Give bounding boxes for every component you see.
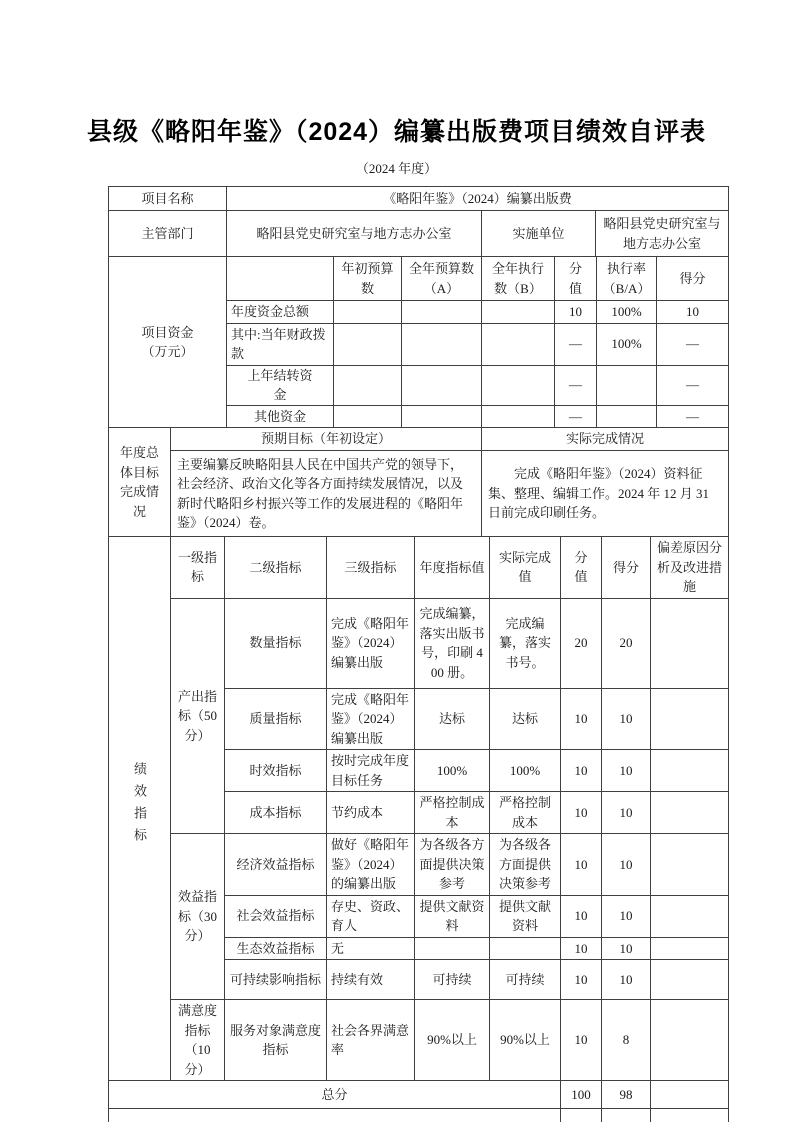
deviation-header: 偏差原因分析及改进措施 [651,537,729,599]
benefit-group-cell: 效益指标（30分） [171,834,225,1000]
funding-col-score-value [555,257,597,301]
level3-cell: 存史、资政、育人 [327,895,415,937]
score-cell: 10 [602,834,651,896]
score-value-cell: 10 [561,688,602,750]
score-cell: 8 [602,1000,651,1081]
funding-col-budget: 全年预算数（A） [402,257,482,301]
indicator-row-satisfaction [109,1000,729,1081]
score-cell: 10 [602,688,651,750]
actual-value-cell: 提供文献资料 [490,895,561,937]
funding-section-label: 项目资金（万元） [109,257,227,428]
level2-cell: 数量指标 [225,598,327,688]
page-subtitle: （2024 年度） [355,161,438,176]
score-value-header-text: 分值 [574,549,588,585]
score-cell: 10 [602,895,651,937]
total-score-row [109,1081,729,1109]
level3-cell: 完成《略阳年鉴》（2024）编纂出版 [327,688,415,750]
score-value-cell: 10 [561,1000,602,1081]
score-cell: 10 [602,960,651,1000]
execution-rate-cell [597,365,657,405]
score-cell: 20 [602,598,651,688]
level3-cell: 完成《略阳年鉴》（2024）编纂出版 [327,598,415,688]
empty-cell [109,1109,561,1122]
score-value-cell: 20 [561,598,602,688]
level3-cell: 按时完成年度目标任务 [327,750,415,792]
total-label: 总分 [109,1081,561,1109]
deviation-cell [651,1000,729,1081]
expected-goal-header: 预期目标（年初设定） [171,428,482,451]
target-value-cell: 完成编纂，落实出版书号，印刷 400 册。 [415,598,490,688]
performance-indicator-label [109,537,171,1081]
score-value-cell: 10 [561,834,602,896]
score-cell: 10 [602,792,651,834]
performance-indicator-label-text: 绩效指标 [132,761,147,850]
score-value-header [561,537,602,599]
level2-cell: 质量指标 [225,688,327,750]
level3-cell: 做好《略阳年鉴》（2024）的编纂出版 [327,834,415,896]
project-name-row [109,187,729,211]
target-value-cell [415,937,490,960]
dept-label: 主管部门 [109,211,227,257]
score-cell: 10 [602,750,651,792]
level2-cell: 经济效益指标 [225,834,327,896]
level3-cell: 无 [327,937,415,960]
score-value-cell: — [555,405,597,428]
deviation-cell [651,598,729,688]
indicators-table [108,536,729,1122]
level2-cell: 可持续影响指标 [225,960,327,1000]
executed-cell [482,405,555,428]
empty-cell [651,1109,729,1122]
executed-cell [482,301,555,324]
project-name-value: 《略阳年鉴》（2024）编纂出版费 [227,187,729,211]
execution-rate-cell: 100% [597,323,657,365]
actual-value-cell [490,937,561,960]
deviation-cell [651,792,729,834]
executed-cell [482,323,555,365]
actual-completion-header: 实际完成情况 [482,428,729,451]
annual-budget-cell [402,365,482,405]
funding-row-name: 其他资金 [227,405,334,428]
initial-budget-cell [334,323,402,365]
score-cell: 10 [657,301,729,324]
funding-table [108,256,729,428]
score-value-cell: 10 [561,960,602,1000]
score-value-cell: 10 [561,937,602,960]
target-value-header: 年度指标值 [415,537,490,599]
expected-goal-text: 主要编纂反映略阳县人民在中国共产党的领导下，社会经济、政治文化等各方面持续发展情况，以及新时代略阳乡村振兴等工作的发展进程的《略阳年鉴》（2024）卷。 [171,451,482,537]
annual-budget-cell [402,405,482,428]
score-value-header-text: 分值 [568,261,582,296]
indicators-header-row [109,537,729,599]
score-value-cell: 10 [561,792,602,834]
actual-value-cell: 严格控制成本 [490,792,561,834]
total-score-value: 100 [561,1081,602,1109]
satisfaction-group-cell: 满意度指标（10分） [171,1000,225,1081]
funding-col-executed: 全年执行数（B） [482,257,555,301]
project-info-table [108,186,729,257]
deviation-cell [651,937,729,960]
annual-budget-cell [402,301,482,324]
level3-cell: 节约成本 [327,792,415,834]
target-value-cell: 100% [415,750,490,792]
score-cell: — [657,405,729,428]
execution-rate-cell [597,405,657,428]
indicator-row-quantity [109,598,729,688]
impl-unit-label: 实施单位 [482,211,596,257]
score-cell: — [657,323,729,365]
level2-cell: 服务对象满意度指标 [225,1000,327,1081]
funding-row-name: 上年结转资金 [227,365,334,405]
actual-completion-text: 完成《略阳年鉴》（2024）资料征集、整理、编辑工作。2024 年 12 月 31 日前完成印刷任务。 [482,451,729,537]
deviation-cell [651,895,729,937]
target-value-cell: 为各级各方面提供决策参考 [415,834,490,896]
goal-header-row [109,428,729,451]
score-value-cell: 10 [561,750,602,792]
deviation-cell [651,834,729,896]
funding-row-name: 其中:当年财政拨款 [227,323,334,365]
initial-budget-cell [334,301,402,324]
goal-section-label: 年度总体目标完成情况 [109,428,171,537]
initial-budget-cell [334,365,402,405]
deviation-cell [651,688,729,750]
level1-header: 一级指标 [171,537,225,599]
executed-cell [482,365,555,405]
impl-unit-value: 略阳县党史研究室与地方志办公室 [596,211,729,257]
score-cell: — [657,365,729,405]
funding-row-name: 年度资金总额 [227,301,334,324]
actual-value-cell: 为各级各方面提供决策参考 [490,834,561,896]
level3-cell: 持续有效 [327,960,415,1000]
total-deviation-cell [651,1081,729,1109]
actual-value-cell: 100% [490,750,561,792]
score-value-cell: 10 [555,301,597,324]
actual-value-cell: 可持续 [490,960,561,1000]
output-group-cell: 产出指标（50分） [171,598,225,834]
evaluation-form [108,186,728,1122]
funding-col-initial: 年初预算数 [334,257,402,301]
level2-header: 二级指标 [225,537,327,599]
annual-budget-cell [402,323,482,365]
initial-budget-cell [334,405,402,428]
target-value-cell: 达标 [415,688,490,750]
actual-value-cell: 90%以上 [490,1000,561,1081]
project-name-label: 项目名称 [109,187,227,211]
level3-header: 三级指标 [327,537,415,599]
empty-bottom-row [109,1109,729,1122]
goal-content-row [109,451,729,537]
actual-value-cell: 完成编纂，落实书号。 [490,598,561,688]
funding-blank-header [227,257,334,301]
score-value-cell: 10 [561,895,602,937]
funding-header-row [109,257,729,301]
score-value-cell: — [555,323,597,365]
goal-table [108,427,729,537]
deviation-cell [651,750,729,792]
funding-col-score: 得分 [657,257,729,301]
empty-cell [602,1109,651,1122]
empty-cell [561,1109,602,1122]
target-value-cell: 可持续 [415,960,490,1000]
page-title: 县级《略阳年鉴》（2024）编纂出版费项目绩效自评表 [86,118,707,146]
score-header: 得分 [602,537,651,599]
level2-cell: 成本指标 [225,792,327,834]
target-value-cell: 提供文献资料 [415,895,490,937]
target-value-cell: 90%以上 [415,1000,490,1081]
actual-value-header: 实际完成值 [490,537,561,599]
level3-cell: 社会各界满意率 [327,1000,415,1081]
total-score: 98 [602,1081,651,1109]
level2-cell: 时效指标 [225,750,327,792]
indicator-row-economic [109,834,729,896]
level2-cell: 社会效益指标 [225,895,327,937]
funding-col-rate: 执行率（B/A） [597,257,657,301]
target-value-cell: 严格控制成本 [415,792,490,834]
actual-value-cell: 达标 [490,688,561,750]
deviation-cell [651,960,729,1000]
departments-row [109,211,729,257]
score-value-cell: — [555,365,597,405]
score-cell: 10 [602,937,651,960]
dept-value: 略阳县党史研究室与地方志办公室 [227,211,482,257]
level2-cell: 生态效益指标 [225,937,327,960]
execution-rate-cell: 100% [597,301,657,324]
